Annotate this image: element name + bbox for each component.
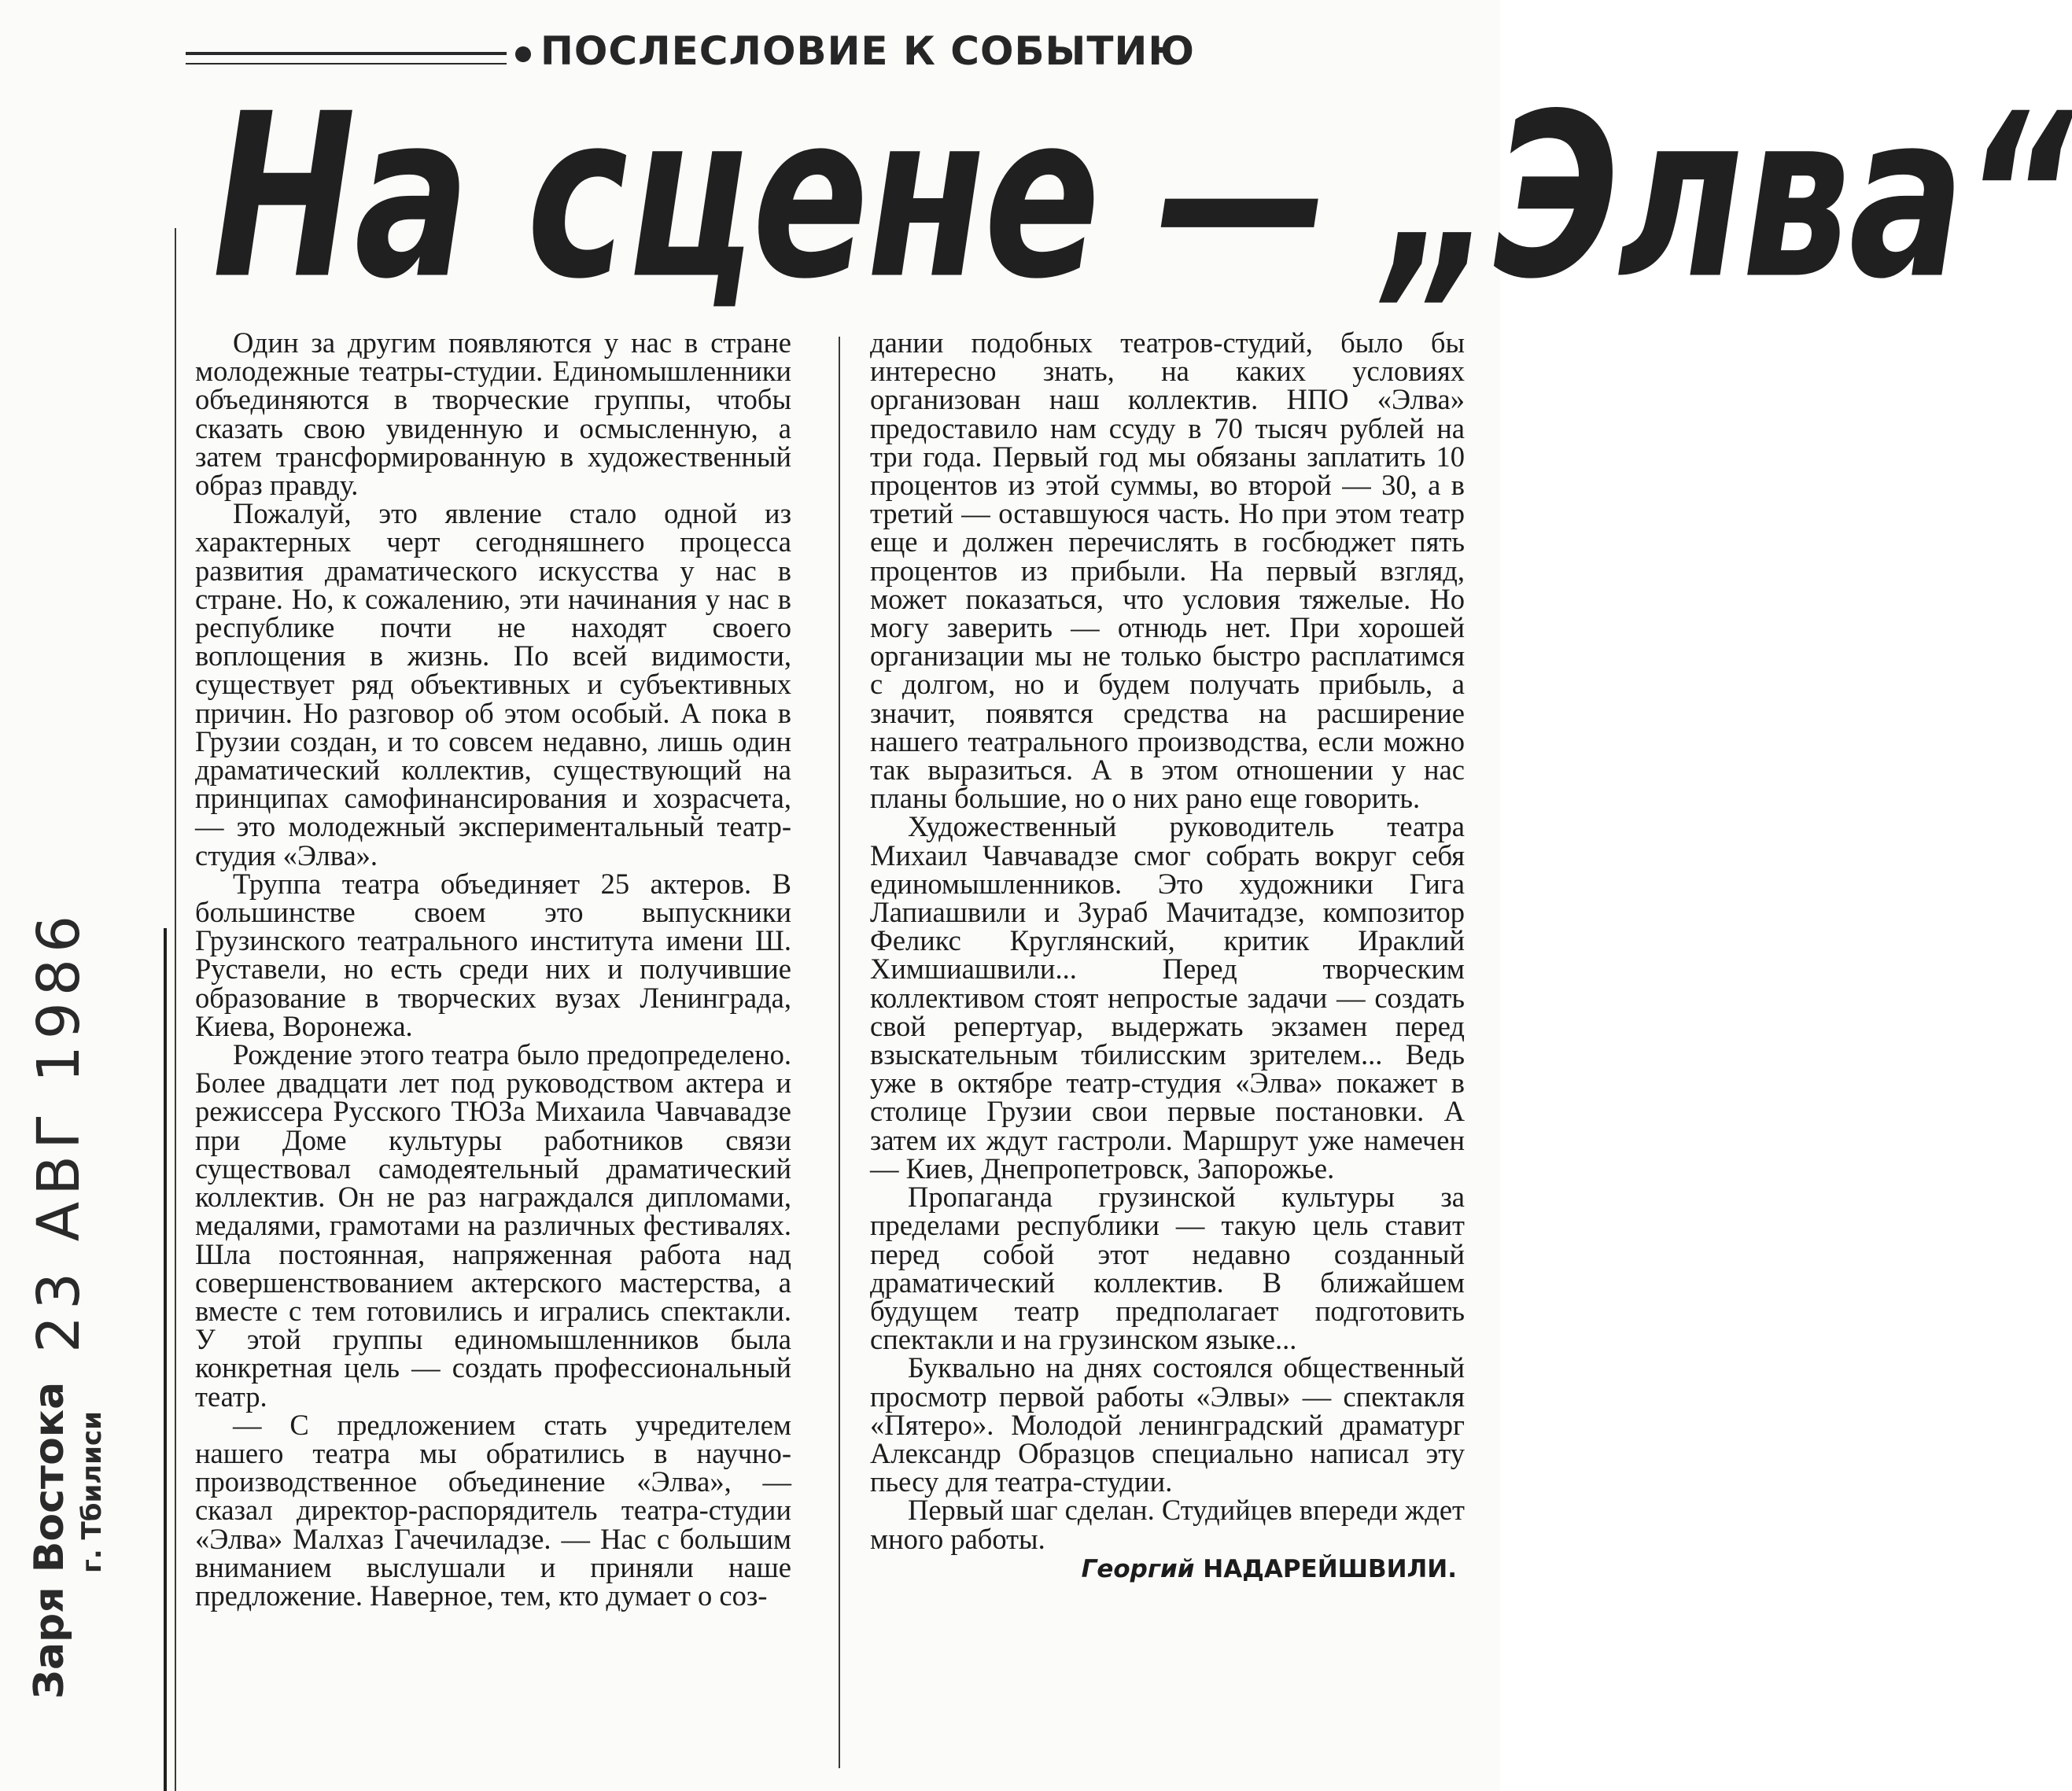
date-stamp — [0, 908, 161, 1791]
paragraph: Буквально на днях состоялся общественный просмотр первой работы «Элвы» — спектакля «Пятеро». Молодой ленинградский драматург Александр Образцов специально написал эту пьесу для театра-студии. — [870, 1351, 1465, 1498]
paragraph: Один за другим появляются у нас в стране молодежные театры-студии. Единомышленники объединяются в творческие группы, чтобы сказать свою увиденную и осмысленную, а затем трансформированную в художественный образ правду. — [195, 326, 791, 502]
author-byline — [870, 1555, 1465, 1583]
stamp-date: 23 АВГ 1986 — [25, 908, 93, 1353]
paragraph: Пожалуй, это явление стало одной из характерных черт сегодняшнего процесса развития драматического искусства у нас в стране. Но, к сожалению, эти начинания у нас в республике почти не находят своего воплощения в жизнь. По всей видимости, существует ряд объективных и субъективных причин. Но разговор об этом особый. А пока в Грузии создан, и то совсем недавно, лишь один драматический коллектив, существующий на принципах самофинансирования и хозрасчета, — это молодежный экспериментальный театр-студия «Элва». — [195, 497, 791, 872]
stamp-newspaper: Заря Востока — [26, 1381, 73, 1699]
rubric-text: ПОСЛЕСЛОВИЕ К СОБЫТИЮ — [540, 28, 1196, 74]
frame-line — [175, 228, 176, 1791]
rubric-divider — [186, 52, 507, 64]
paragraph: Труппа театра объединяет 25 актеров. В большинстве своем это выпускники Грузинского театрального института имени Ш. Руставели, но есть среди них и получившие образование в творческих вузах Ленинграда, Киева, Воронежа. — [195, 867, 791, 1042]
paragraph: Художественный руководитель театра Михаил Чавчавадзе смог собрать вокруг себя единомышленников. Это художники Гига Лапиашвили и Зураб Мачитадзе, композитор Феликс Круглянский, критик Ираклий Химшиашвили... Перед творческим коллективом стоят непростые задачи — создать свой репертуар, выдержать экзамен перед взыскательным тбилисским зрителем... Ведь уже в октябре театр-студия «Элва» покажет в столице Грузии свои первые постановки. А затем их ждут гастроли. Маршрут уже намечен — Киев, Днепропетровск, Запорожье. — [870, 810, 1465, 1185]
paragraph: — С предложением стать учредителем нашего театра мы обратились в научно-производственное объединение «Элва», — сказал директор-распорядитель театра-студии «Элва» Малхаз Гачечиладзе. — Нас с большим вниманием выслушали и приняли наше предложение. Наверное, тем, кто думает о соз- — [195, 1408, 791, 1612]
article-column-right — [870, 326, 1465, 1583]
paragraph: Первый шаг сделан. Студийцев впереди ждет много работы. — [870, 1494, 1465, 1555]
article-headline: На сцене — „Элва“ — [212, 66, 2072, 330]
column-rule — [839, 337, 840, 1768]
author-surname: НАДАРЕЙШВИЛИ. — [1203, 1554, 1457, 1583]
stamp-rule — [164, 928, 167, 1791]
bullet-icon — [515, 46, 531, 62]
paragraph: Рождение этого театра было предопределено. Более двадцати лет под руководством актера и режиссера Русского ТЮЗа Михаила Чавчавадзе при Доме культуры работников связи существовал самодеятельный драматический коллектив. Он не раз награждался дипломами, медалями, грамотами на различных фестивалях. Шла постоянная, напряженная работа над совершенствованием актерского мастерства, а вместе с тем готовились и игрались спектакли. У этой группы единомышленников была конкретная цель — создать профессиональный театр. — [195, 1038, 791, 1413]
paragraph-continued: дании подобных театров-студий, было бы интересно знать, на каких условиях организован наш коллектив. НПО «Элва» предоставило нам ссуду в 70 тысяч рублей на три года. Первый год мы обязаны заплатить 10 процентов из этой суммы, во второй — 30, а в третий — оставшуюся часть. Но при этом театр еще и должен перечислять в госбюджет пять процентов из прибыли. На первый взгляд, может показаться, что условия тяжелые. Но могу заверить — отнюдь нет. При хорошей организации мы не только быстро расплатимся с долгом, но и будем получать прибыль, а значит, появятся средства на расширение нашего театрального производства, если можно так выразиться. А в этом отношении у нас планы большие, но о них рано еще говорить. — [870, 326, 1465, 815]
author-first-name: Георгий — [1081, 1554, 1195, 1583]
article-column-left — [195, 326, 791, 1612]
paragraph: Пропаганда грузинской культуры за пределами республики — такую цель ставит перед собой этот недавно созданный драматический коллектив. В ближайшем будущем театр предполагает подготовить спектакли и на грузинском языке... — [870, 1181, 1465, 1356]
stamp-city: г. Тбилиси — [76, 1411, 108, 1573]
